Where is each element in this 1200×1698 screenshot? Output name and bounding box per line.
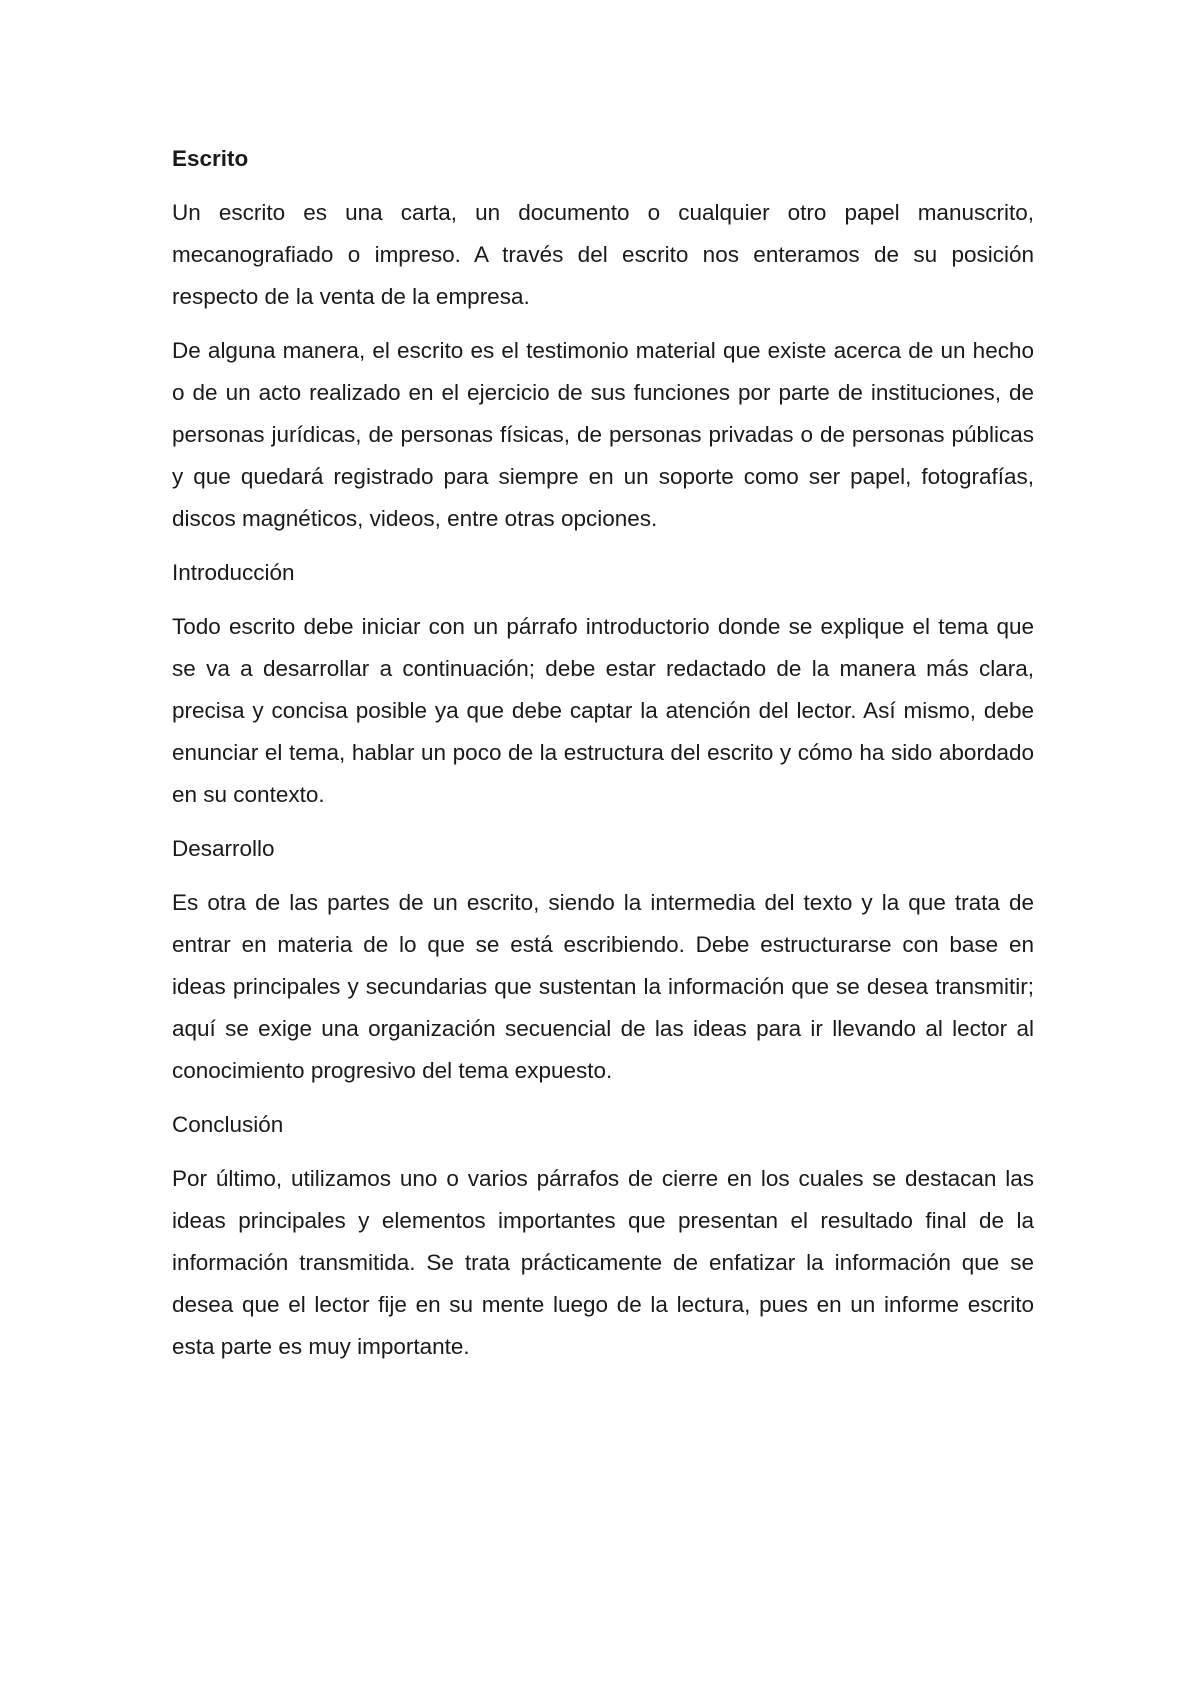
document-title: Escrito [172, 146, 249, 171]
section-heading-conclusion: Conclusión [172, 1112, 284, 1137]
section-text-conclusion: Por último, utilizamos uno o varios párrafos de cierre en los cuales se destacan las ideas principales y elementos importantes que presentan el resultado final de la información transmitida. Se trata prácticamente de enfatizar la información que se desea que el lector fije en su mente luego de la lectura, pues en un informe escrito esta parte es muy importante. [172, 1166, 1034, 1359]
document-page [172, 138, 1034, 1380]
intro-paragraph-1: Un escrito es una carta, un documento o cualquier otro papel manuscrito, mecanografiado o impreso. A través del escrito nos enteramos de su posición respecto de la venta de la empresa. [172, 200, 1034, 309]
section-text-desarrollo: Es otra de las partes de un escrito, siendo la intermedia del texto y la que trata de entrar en materia de lo que se está escribiendo. Debe estructurarse con base en ideas principales y secundarias que sustentan la información que se desea transmitir; aquí se exige una organización secuencial de las ideas para ir llevando al lector al conocimiento progresivo del tema expuesto. [172, 890, 1034, 1083]
intro-paragraph-2: De alguna manera, el escrito es el testimonio material que existe acerca de un hecho o de un acto realizado en el ejercicio de sus funciones por parte de instituciones, de personas jurídicas, de personas físicas, de personas privadas o de personas públicas y que quedará registrado para siempre en un soporte como ser papel, fotografías, discos magnéticos, videos, entre otras opciones. [172, 338, 1034, 531]
section-text-introduccion: Todo escrito debe iniciar con un párrafo introductorio donde se explique el tema que se va a desarrollar a continuación; debe estar redactado de la manera más clara, precisa y concisa posible ya que debe captar la atención del lector. Así mismo, debe enunciar el tema, hablar un poco de la estructura del escrito y cómo ha sido abordado en su contexto. [172, 614, 1034, 807]
section-heading-introduccion: Introducción [172, 560, 295, 585]
section-heading-desarrollo: Desarrollo [172, 836, 275, 861]
